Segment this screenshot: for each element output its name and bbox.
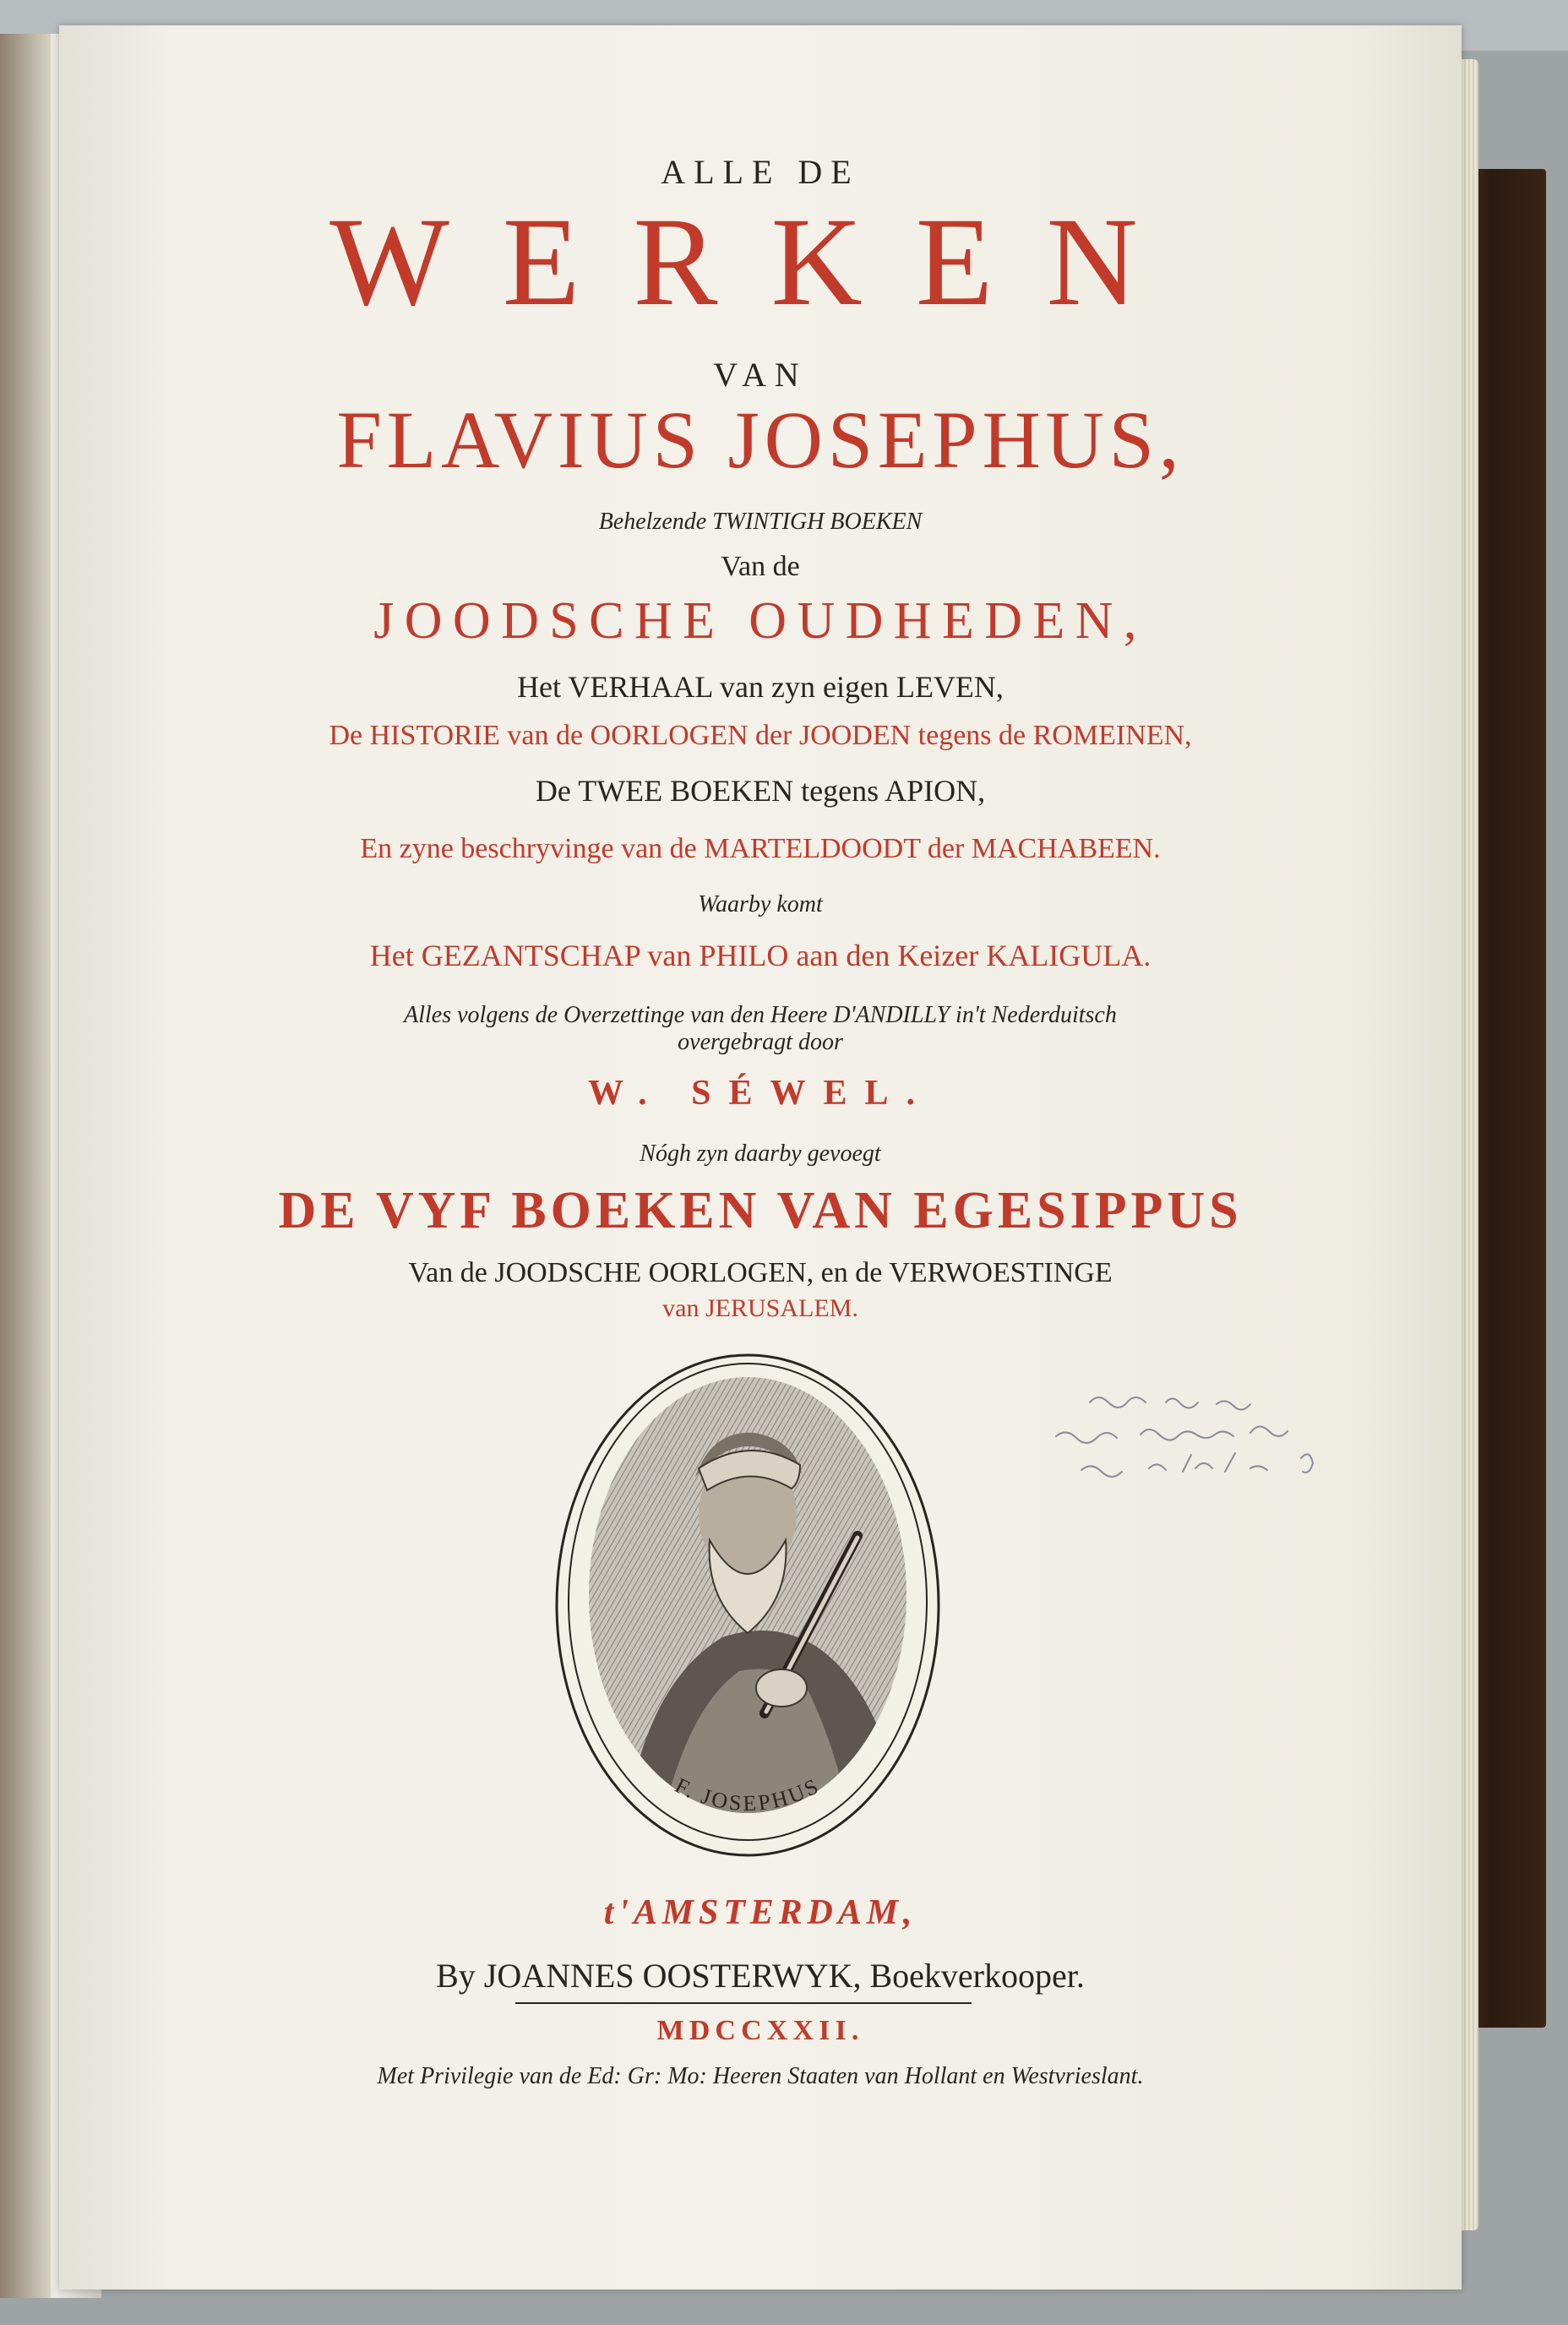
line-alles-volgens: Alles volgens de Overzettinge van den Heere D'ANDILLY in't Nederduitsch [404,1002,1117,1028]
divider-rule [515,2002,972,2004]
line-van-de: Van de [721,551,800,582]
line-joodsche-oudheden: JOODSCHE OUDHEDEN, [373,592,1147,650]
line-werken: WERKEN [329,192,1191,332]
line-historie: De HISTORIE van de OORLOGEN der JOODEN tegens de ROMEINEN, [329,720,1192,751]
left-page-edge [0,34,51,2298]
line-gezantschap: Het GEZANTSCHAP van PHILO aan den Keizer KALIGULA. [369,939,1152,972]
line-byline: By JOANNES OOSTERWYK, Boekverkooper. [436,1957,1085,1995]
handwritten-note [1048,1377,1436,1504]
line-sewel: W. SÉWEL. [587,1074,934,1113]
title-page [59,25,1462,2290]
line-flavius-josephus: FLAVIUS JOSEPHUS, [336,395,1184,485]
line-waarby-komt: Waarby komt [698,891,823,917]
line-van: VAN [713,356,808,394]
line-twee-boeken: De TWEE BOEKEN tegens APION, [535,774,986,808]
line-jerusalem: van JERUSALEM. [662,1294,858,1322]
line-amsterdam: t'AMSTERDAM, [603,1893,917,1932]
line-vyf-boeken: DE VYF BOEKEN VAN EGESIPPUS [278,1182,1243,1239]
line-behelzende: Behelzende TWINTIGH BOEKEN [598,509,923,535]
line-overgebragt: overgebragt door [678,1029,843,1055]
line-van-de-oorlogen: Van de JOODSCHE OORLOGEN, en de VERWOESTINGE [408,1257,1113,1288]
line-verhaal: Het VERHAAL van zyn eigen LEVEN, [517,670,1004,704]
portrait-medallion [553,1350,942,1860]
line-alle-de: ALLE DE [661,153,860,191]
line-beschryvinge: En zyne beschryvinge van de MARTELDOODT der MACHABEEN. [360,833,1161,864]
portrait-caption: F. JOSEPHUS [671,1772,825,1816]
line-privilegie: Met Privilegie van de Ed: Gr: Mo: Heeren Staaten van Hollant en Westvrieslant. [377,2063,1144,2089]
line-nogh: Nógh zyn daarby gevoegt [640,1141,881,1167]
line-year: MDCCXXII. [656,2015,864,2046]
